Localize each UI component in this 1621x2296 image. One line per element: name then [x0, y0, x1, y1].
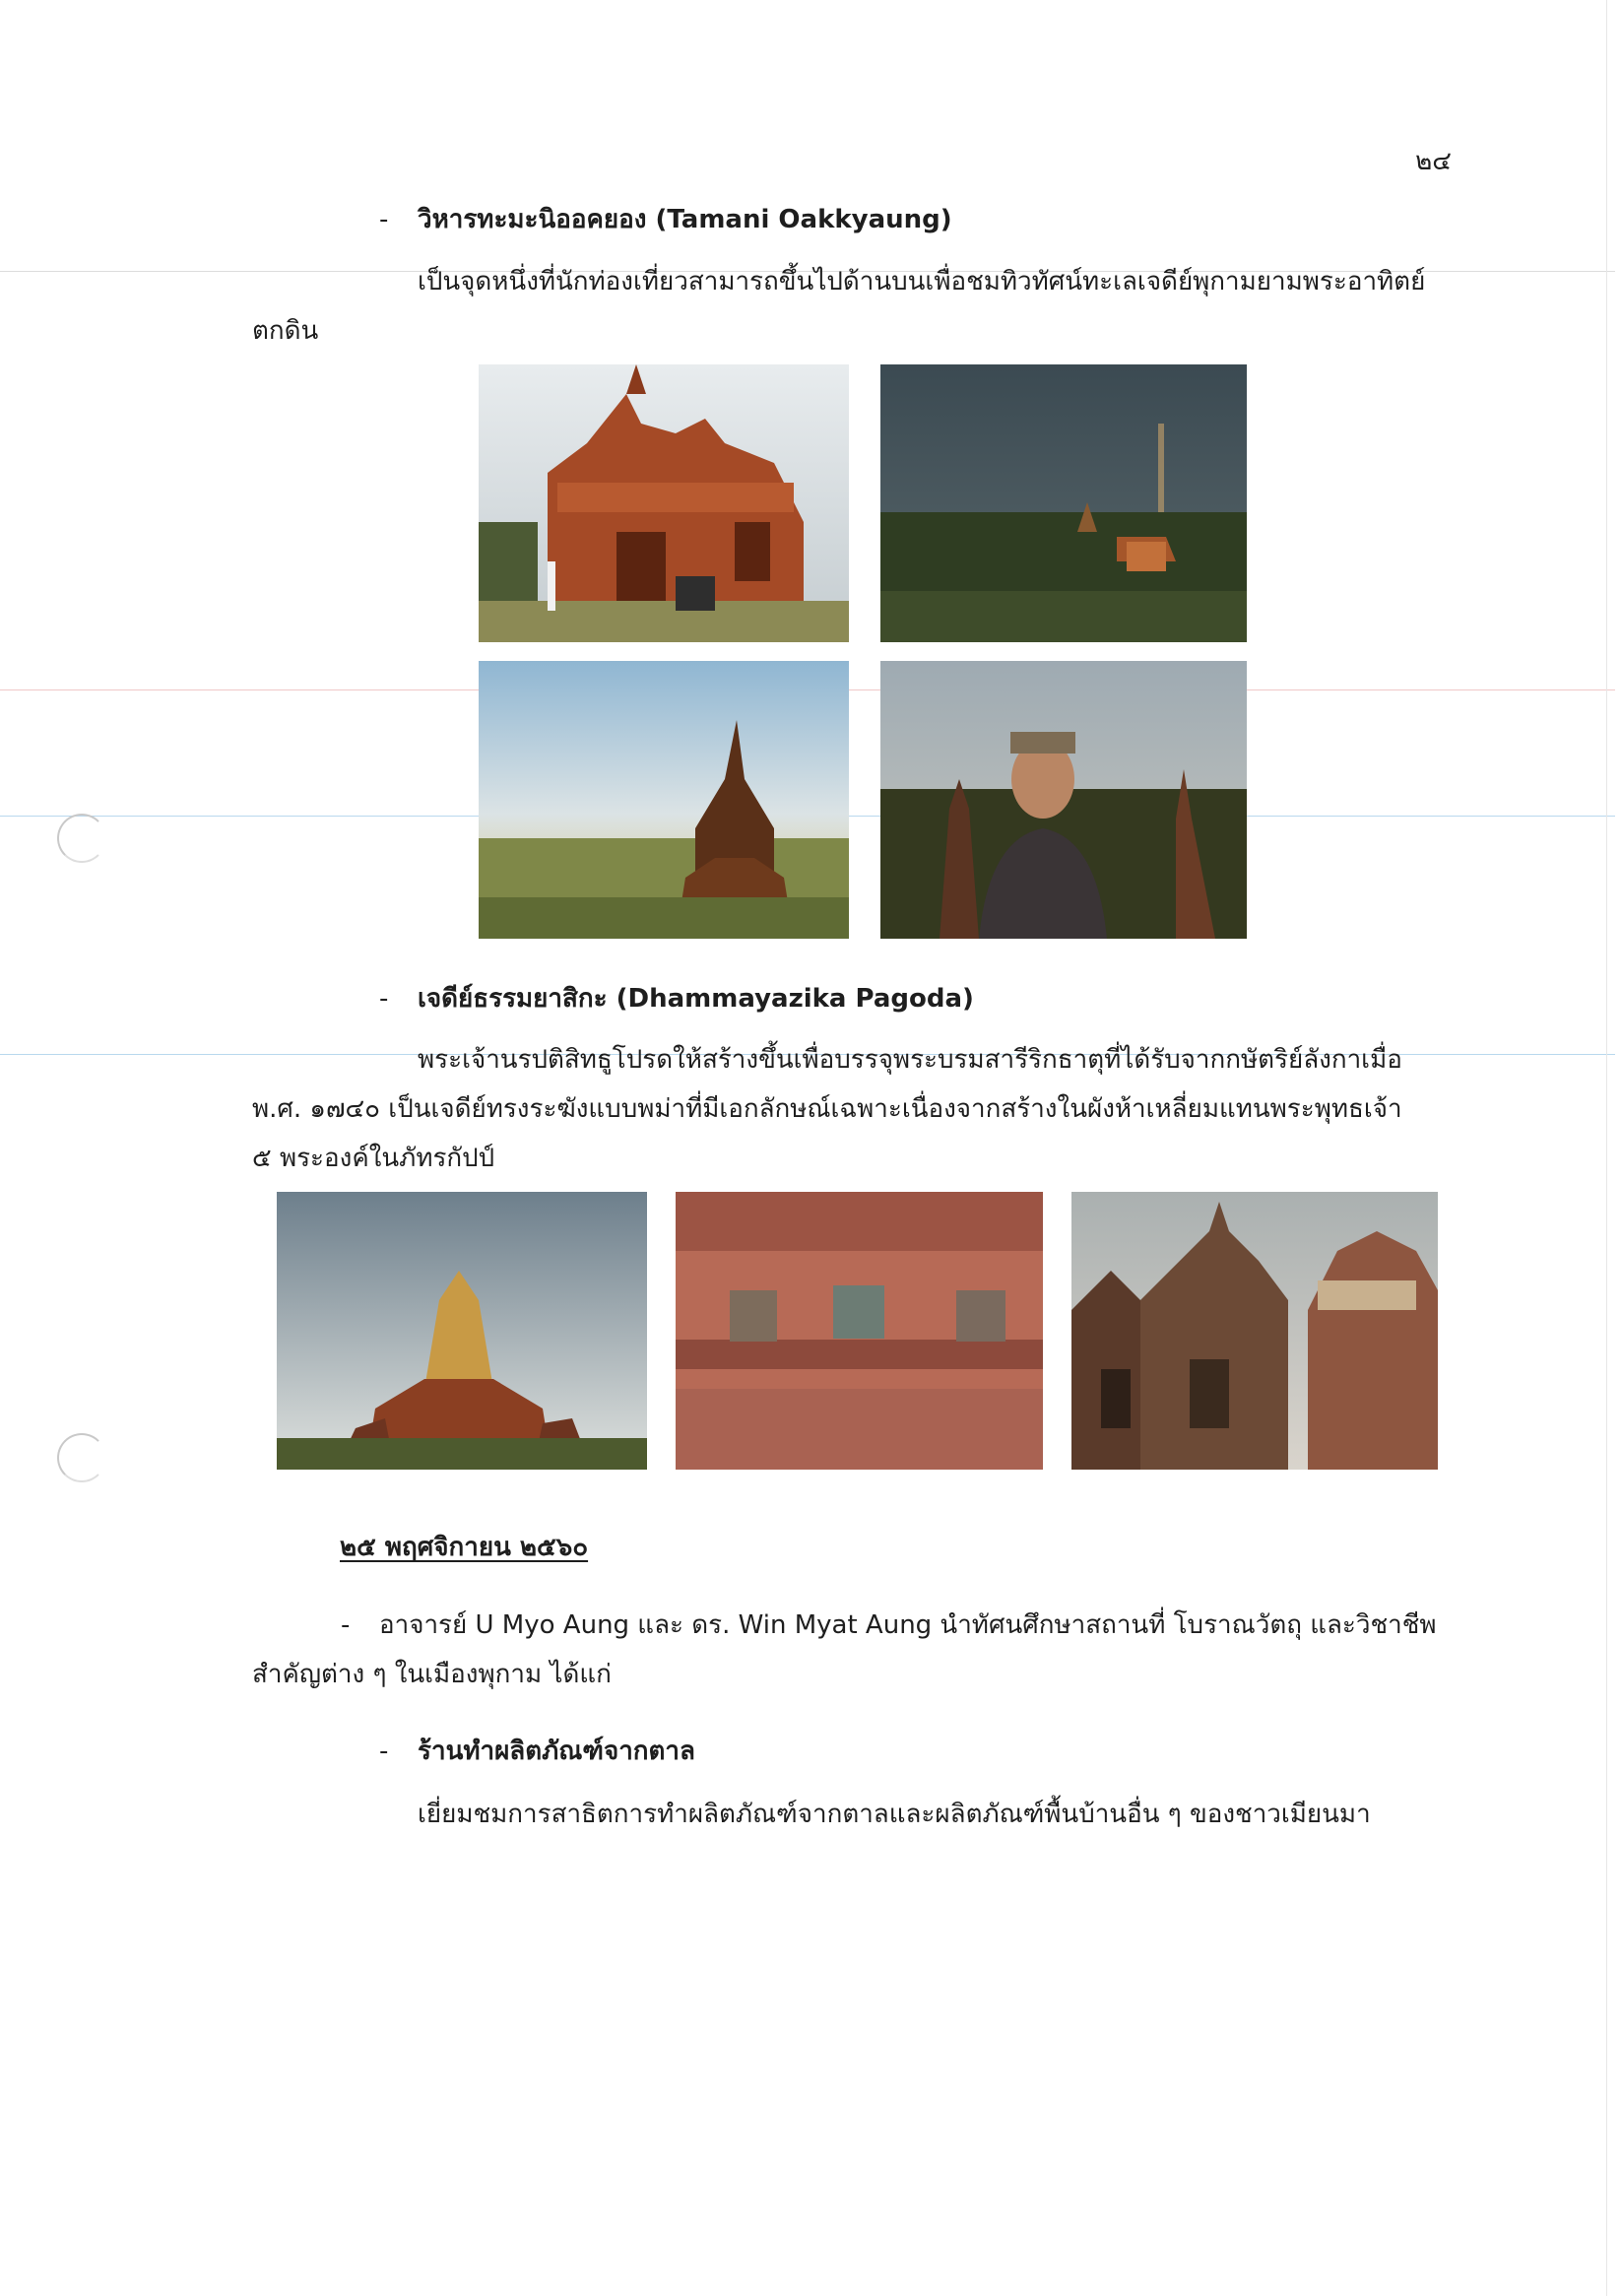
paragraph-line: พระเจ้านรปติสิทธูโปรดให้สร้างขึ้นเพื่อบรรจุพระบรมสารีริกธาตุที่ได้รับจากกษัตริย์ลังกาเมื่อ	[418, 1045, 1402, 1075]
date-heading: ๒๕ พฤศจิกายน ๒๕๖๐	[340, 1533, 589, 1562]
paragraph-line: อาจารย์ U Myo Aung และ ดร. Win Myat Aung นำทัศนศึกษาสถานที่ โบราณวัตถุ และวิชาชีพ	[379, 1610, 1437, 1640]
bullet-dash: -	[379, 1737, 389, 1766]
paragraph-line: ตกดิน	[252, 316, 319, 346]
paragraph-line: พ.ศ. ๑๗๔๐ เป็นเจดีย์ทรงระฆังแบบพม่าที่มีเอกลักษณ์เฉพาะเนื่องจากสร้างในผังห้าเหลี่ยมแทนพระพุทธเจ้า	[252, 1094, 1402, 1124]
paragraph-line: ๕ พระองค์ในภัทรกัปป์	[252, 1144, 495, 1173]
photo-rainbow-landscape	[880, 364, 1247, 642]
photo-temple-front	[479, 364, 849, 642]
paragraph-line: เป็นจุดหนึ่งที่นักท่องเที่ยวสามารถขึ้นไปด้านบนเพื่อชมทิวทัศน์ทะเลเจดีย์พุกามยามพระอาทิตย์	[418, 267, 1426, 296]
paragraph-line: สำคัญต่าง ๆ ในเมืองพุกาม ได้แก่	[252, 1660, 612, 1689]
bullet-dash: -	[379, 205, 389, 234]
photo-temple-ruins	[1071, 1192, 1438, 1470]
paragraph-line: เยี่ยมชมการสาธิตการทำผลิตภัณฑ์จากตาลและผลิตภัณฑ์พื้นบ้านอื่น ๆ ของชาวเมียนมา	[418, 1800, 1371, 1829]
photo-person-portrait	[880, 661, 1247, 939]
photo-stupa-golden	[277, 1192, 647, 1470]
photo-terracotta-plaques	[676, 1192, 1043, 1470]
section-heading: ร้านทำผลิตภัณฑ์จากตาล	[418, 1737, 695, 1766]
punch-hole	[57, 1433, 106, 1482]
bullet-dash: -	[379, 984, 389, 1014]
section-heading: วิหารทะมะนิออคยอง (Tamani Oakkyaung)	[418, 205, 952, 234]
bullet-dash: -	[341, 1610, 351, 1640]
page-number: ๒๔	[1415, 147, 1452, 176]
punch-hole	[57, 814, 106, 863]
page-edge	[1606, 0, 1607, 2296]
photo-pagoda-sunset	[479, 661, 849, 939]
section-heading: เจดีย์ธรรมยาสิกะ (Dhammayazika Pagoda)	[418, 984, 974, 1014]
